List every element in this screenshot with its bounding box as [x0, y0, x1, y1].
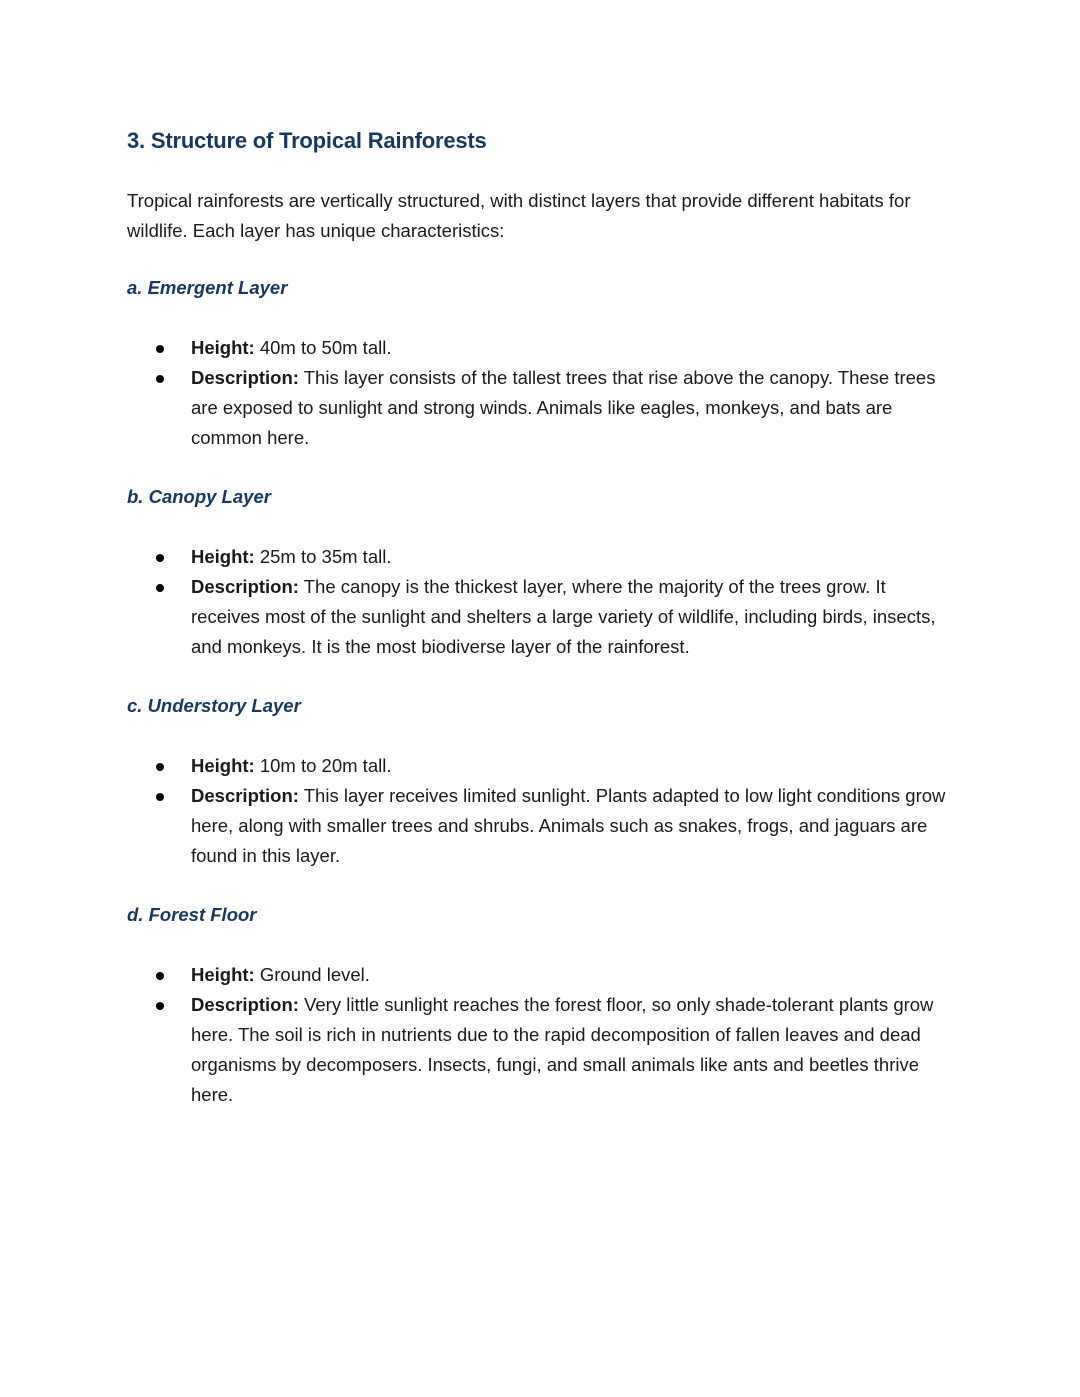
list-item-height [150, 960, 950, 990]
height-value: Ground level. [254, 964, 370, 985]
understory-layer-list [150, 751, 950, 871]
emergent-layer-list [150, 333, 950, 453]
layer-heading-emergent: a. Emergent Layer [127, 277, 288, 298]
description-label: Description: [191, 785, 299, 806]
bullet-icon [156, 584, 164, 592]
list-item-description [150, 781, 950, 871]
intro-paragraph: Tropical rainforests are vertically structured, with distinct layers that provide different habitats for wildlife. Each layer has unique characteristics: [127, 190, 911, 241]
layer-heading-canopy: b. Canopy Layer [127, 486, 271, 507]
bullet-icon [156, 345, 164, 353]
list-item-description [150, 990, 950, 1110]
height-value: 40m to 50m tall. [254, 337, 392, 358]
section-title: 3. Structure of Tropical Rainforests [127, 128, 487, 153]
description-label: Description: [191, 576, 299, 597]
height-label: Height: [191, 755, 255, 776]
layer-heading-understory: c. Understory Layer [127, 695, 301, 716]
description-value: Very little sunlight reaches the forest floor, so only shade-tolerant plants grow here. The soil is rich in nutrients due to the rapid decomposition of fallen leaves and dead organisms by decomposers. Insects, fungi, and small animals like ants and beetles thrive here. [191, 994, 934, 1105]
height-value: 25m to 35m tall. [254, 546, 392, 567]
description-label: Description: [191, 994, 299, 1015]
description-value: This layer consists of the tallest trees that rise above the canopy. These trees are exposed to sunlight and strong winds. Animals like eagles, monkeys, and bats are common here. [191, 367, 936, 448]
list-item-description [150, 363, 950, 453]
forest-floor-layer-list [150, 960, 950, 1110]
bullet-icon [156, 1002, 164, 1010]
bullet-icon [156, 972, 164, 980]
list-item-description [150, 572, 950, 662]
bullet-icon [156, 554, 164, 562]
description-value: The canopy is the thickest layer, where the majority of the trees grow. It receives most of the sunlight and shelters a large variety of wildlife, including birds, insects, and monkeys. It is the most biodiverse layer of the rainforest. [191, 576, 936, 657]
bullet-icon [156, 793, 164, 801]
description-label: Description: [191, 367, 299, 388]
bullet-icon [156, 763, 164, 771]
canopy-layer-list [150, 542, 950, 662]
list-item-height [150, 542, 950, 572]
height-label: Height: [191, 546, 255, 567]
description-value: This layer receives limited sunlight. Plants adapted to low light conditions grow here, along with smaller trees and shrubs. Animals such as snakes, frogs, and jaguars are found in this layer. [191, 785, 946, 866]
height-label: Height: [191, 964, 255, 985]
list-item-height [150, 751, 950, 781]
height-label: Height: [191, 337, 255, 358]
bullet-icon [156, 375, 164, 383]
list-item-height [150, 333, 950, 363]
layer-heading-forest-floor: d. Forest Floor [127, 904, 257, 925]
height-value: 10m to 20m tall. [254, 755, 392, 776]
